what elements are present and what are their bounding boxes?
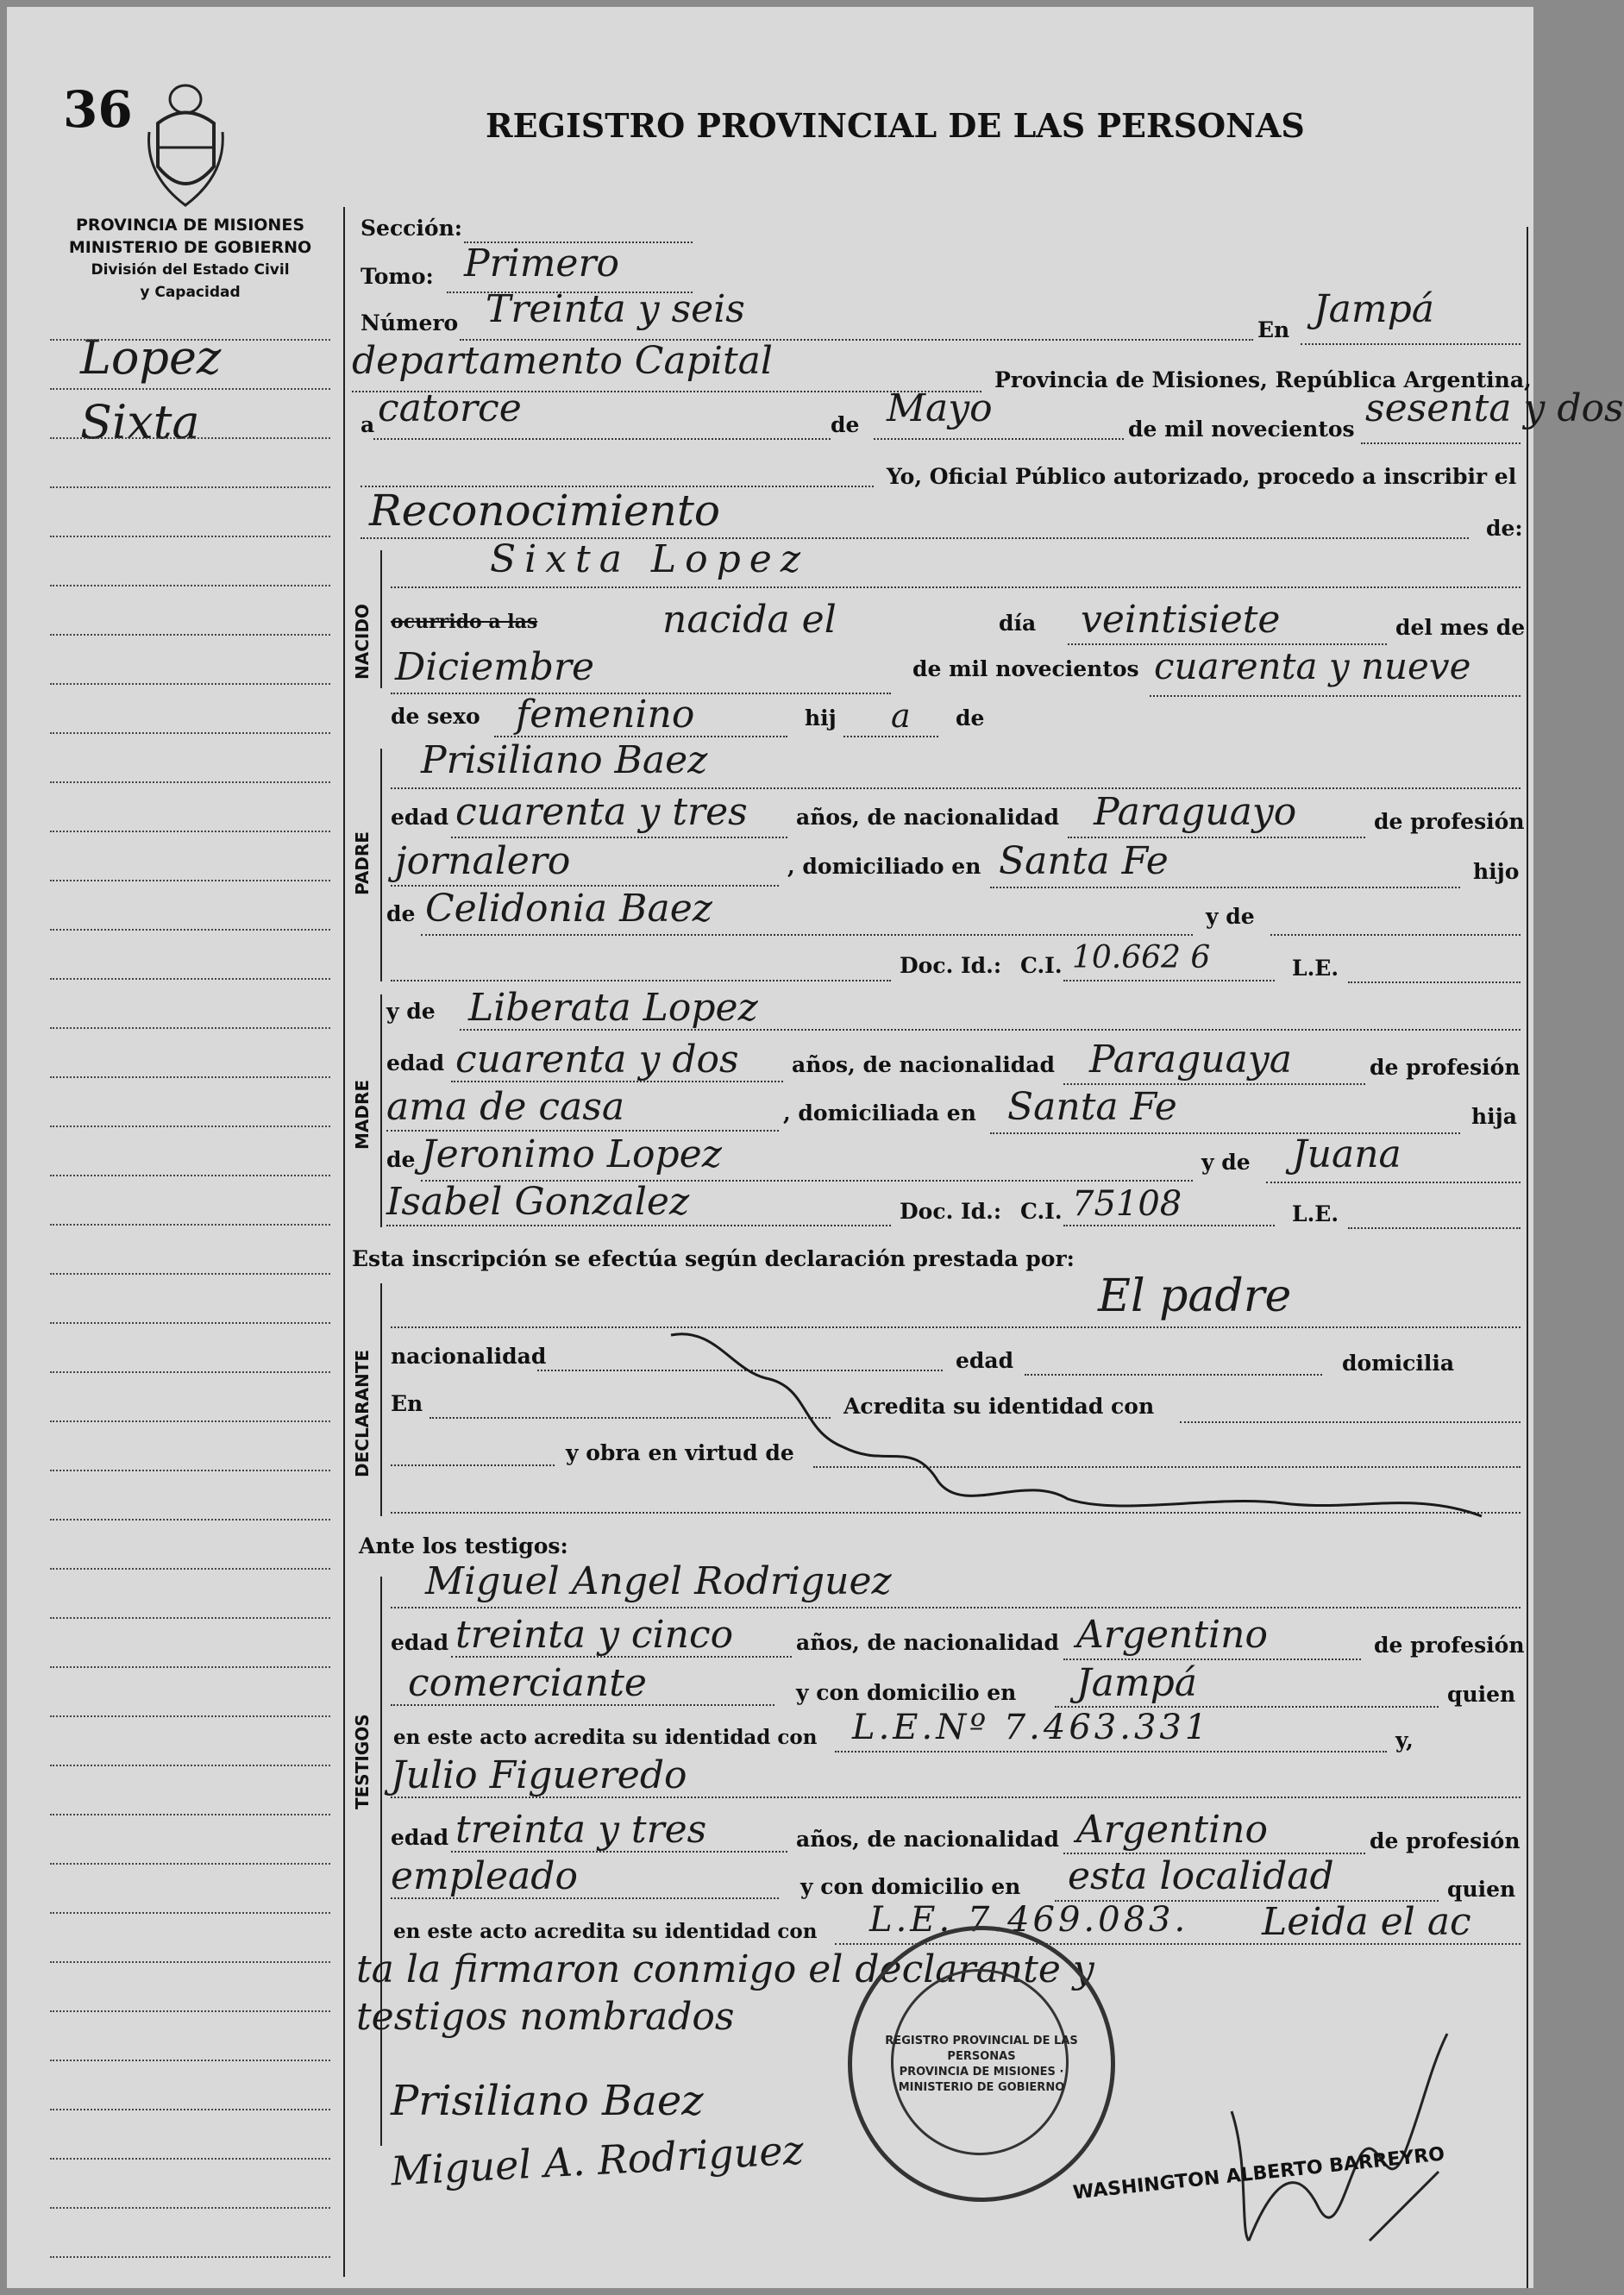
value-testigo1-edad: treinta y cinco	[455, 1613, 734, 1657]
line-mes-inscripcion	[874, 438, 1124, 440]
value-lugar: Jampá	[1314, 287, 1434, 331]
label-ante-testigos: Ante los testigos:	[359, 1533, 568, 1558]
value-dia-nacimiento: veintisiete	[1081, 598, 1281, 642]
line-padre-nombre	[391, 787, 1521, 789]
margin-ruled-line	[50, 1322, 330, 1324]
margin-ruled-line	[50, 2158, 330, 2160]
value-nombre: Sixta Lopez	[490, 537, 810, 581]
label-decl-nacionalidad: nacionalidad	[391, 1344, 547, 1369]
seal-inner-text: PROVINCIA DE MISIONES · MINISTERIO DE GOBIERNO	[898, 2066, 1065, 2094]
margin-ruled-line	[50, 1224, 330, 1226]
label-de-colon: de:	[1486, 516, 1523, 541]
margin-ruled-line	[50, 2010, 330, 2012]
section-declarante: DECLARANTE	[352, 1349, 373, 1477]
value-madre-domicilio: Santa Fe	[1007, 1085, 1177, 1129]
official-signature-icon	[1214, 1982, 1473, 2249]
label-a: a	[361, 412, 375, 437]
value-madre-nacionalidad: Paraguaya	[1089, 1038, 1292, 1082]
label-padre-profesion: de profesión	[1374, 809, 1525, 834]
margin-ruled-line	[50, 1126, 330, 1127]
label-mil-novecientos: de mil novecientos	[1128, 417, 1355, 442]
label-madre-ci: C.I.	[1020, 1199, 1063, 1224]
line-madre-le	[1348, 1227, 1521, 1229]
margin-ruled-line	[50, 1666, 330, 1668]
margin-ruled-line	[50, 1175, 330, 1176]
label-madre-y-de: y de	[386, 999, 436, 1024]
label-mil-novecientos-2: de mil novecientos	[912, 656, 1139, 681]
line-testigo2-nombre	[391, 1796, 1521, 1798]
page-title: REGISTRO PROVINCIAL DE LAS PERSONAS	[486, 106, 1305, 145]
line-madre-madre-1	[1266, 1182, 1521, 1183]
frame-right-line	[1527, 227, 1528, 2288]
margin-ruled-line	[50, 978, 330, 980]
label-testigo2-domicilio: y con domicilio en	[800, 1874, 1021, 1899]
label-ocurrido: ocurrido a las	[391, 611, 538, 633]
label-tomo: Tomo:	[361, 264, 434, 289]
label-esta-inscripcion: Esta inscripción se efectúa según declaración prestada por:	[352, 1246, 1075, 1271]
margin-ruled-line	[50, 2060, 330, 2061]
value-testigo1-nacionalidad: Argentino	[1076, 1613, 1268, 1657]
line-padre-padre	[1270, 934, 1521, 936]
margin-ruled-line	[50, 1814, 330, 1815]
line-hij	[843, 736, 938, 737]
value-testigo1-nombre: Miguel Angel Rodriguez	[425, 1559, 892, 1603]
line-padre-domicilio	[990, 887, 1460, 888]
value-madre-nombre: Liberata Lopez	[468, 986, 758, 1030]
line-lugar	[1301, 343, 1521, 345]
margin-ruled-line	[50, 683, 330, 685]
label-testigo2-acredita: en este acto acredita su identidad con	[393, 1920, 818, 1943]
issuer-province: PROVINCIA DE MISIONES	[75, 216, 305, 235]
line-testigo1-profesion	[391, 1704, 774, 1706]
issuer-ministry: MINISTERIO DE GOBIERNO	[68, 238, 312, 257]
seal-ring-text: REGISTRO PROVINCIAL DE LAS PERSONAS	[885, 2035, 1078, 2063]
label-testigo1-domicilio: y con domicilio en	[796, 1680, 1017, 1705]
margin-ruled-line	[50, 339, 330, 341]
line-padre-le	[1348, 981, 1521, 983]
margin-ruled-line	[50, 1715, 330, 1717]
margin-ruled-line	[50, 1420, 330, 1422]
label-padre-de: de	[386, 901, 416, 926]
margin-ruled-line	[50, 1863, 330, 1865]
label-testigo2-nacionalidad: años, de nacionalidad	[796, 1827, 1059, 1852]
label-hijo: hijo	[1473, 859, 1520, 884]
value-testigo2-profesion: empleado	[391, 1854, 578, 1898]
line-padre-edad	[451, 837, 787, 838]
line-padre-ci	[1063, 980, 1275, 981]
issuer-division: División del Estado Civil	[91, 261, 290, 279]
margin-ruled-line	[50, 781, 330, 783]
margin-ruled-line	[50, 1912, 330, 1914]
value-testigo2-doc: L.E. 7.469.083.	[869, 1900, 1189, 1940]
line-sexo	[494, 736, 787, 737]
value-numero: Treinta y seis	[486, 287, 745, 331]
signature-prisiliano: Prisiliano Baez	[391, 2077, 704, 2125]
value-padre-ci: 10.662 6	[1072, 940, 1211, 975]
margin-surname: Lopez	[80, 330, 222, 385]
issuer-block	[41, 214, 339, 304]
value-padre-nacionalidad: Paraguayo	[1094, 790, 1297, 834]
margin-ruled-line	[50, 1470, 330, 1471]
value-testigo2-domicilio: esta localidad	[1068, 1854, 1334, 1898]
value-padre-edad: cuarenta y tres	[455, 790, 748, 834]
label-domiciliado: , domiciliado en	[787, 854, 981, 879]
value-sexo: femenino	[516, 693, 695, 737]
label-madre-nacionalidad: años, de nacionalidad	[792, 1052, 1055, 1077]
line-anio-nacimiento	[1150, 695, 1521, 697]
coat-of-arms-icon	[145, 80, 227, 210]
line-padre-madre	[421, 934, 1193, 936]
line-testigo2-profesion	[391, 1897, 779, 1899]
label-decl-obra: y obra en virtud de	[566, 1440, 794, 1465]
page-number: 36	[63, 80, 133, 139]
signature-stamp: WASHINGTON ALBERTO BARREYRO	[1071, 2143, 1446, 2204]
line-madre-profesion	[386, 1130, 779, 1132]
label-testigo1-y: y,	[1395, 1728, 1414, 1753]
label-decl-domicilia: domicilia	[1342, 1351, 1455, 1376]
margin-ruled-line	[50, 1961, 330, 1963]
value-tomo: Primero	[464, 241, 619, 285]
value-dia-inscripcion: catorce	[378, 386, 522, 430]
margin-ruled-line	[50, 1617, 330, 1619]
bracket-nacido	[380, 550, 382, 688]
frame-left-line	[343, 207, 345, 2277]
cancellation-stroke	[662, 1318, 1490, 1525]
value-cierre-1: Leida el ac	[1262, 1900, 1471, 1944]
margin-ruled-line	[50, 732, 330, 734]
label-testigo1-profesion: de profesión	[1374, 1633, 1525, 1658]
section-testigos: TESTIGOS	[352, 1714, 373, 1809]
margin-ruled-line	[50, 536, 330, 537]
line-madre-nombre	[460, 1029, 1521, 1031]
label-del-mes: del mes de	[1395, 615, 1526, 640]
issuer-capacity: y Capacidad	[140, 284, 241, 301]
line-testigo2-edad	[451, 1851, 787, 1853]
label-seccion: Sección:	[361, 216, 462, 241]
bracket-padre	[380, 749, 382, 981]
label-padre-y-de: y de	[1206, 904, 1255, 929]
line-decl-obra-pre	[391, 1464, 555, 1466]
label-decl-edad: edad	[956, 1348, 1014, 1373]
value-madre-ci: 75108	[1072, 1184, 1182, 1224]
line-padre-abuelo	[391, 980, 891, 981]
label-padre-edad: edad	[391, 805, 449, 830]
value-madre-profesion: ama de casa	[386, 1085, 625, 1129]
official-seal	[848, 1926, 1115, 2202]
bracket-madre	[380, 994, 382, 1227]
line-padre-nacionalidad	[1068, 837, 1365, 838]
value-madre-padre: Jeronimo Lopez	[421, 1132, 722, 1176]
label-domiciliada: , domiciliada en	[783, 1100, 976, 1126]
value-madre-edad: cuarenta y dos	[455, 1038, 739, 1082]
value-testigo1-doc: L.E.Nº 7.463.331	[852, 1708, 1211, 1747]
value-cierre-2: ta la firmaron conmigo el declarante y	[356, 1947, 1094, 1991]
line-nombre	[391, 586, 1521, 588]
line-dia-inscripcion	[373, 438, 831, 440]
margin-ruled-line	[50, 880, 330, 881]
section-padre: PADRE	[352, 831, 373, 895]
label-testigo1-edad: edad	[391, 1630, 449, 1655]
label-dia: día	[999, 611, 1037, 636]
margin-ruled-line	[50, 388, 330, 390]
label-testigo2-edad: edad	[391, 1825, 449, 1850]
label-testigo2-profesion: de profesión	[1370, 1828, 1521, 1853]
margin-ruled-line	[50, 585, 330, 586]
label-testigo2-quien: quien	[1447, 1877, 1516, 1902]
label-padre-nacionalidad: años, de nacionalidad	[796, 805, 1059, 830]
margin-ruled-line	[50, 1519, 330, 1521]
value-testigo2-edad: treinta y tres	[455, 1808, 707, 1852]
label-de-mes: de	[831, 412, 860, 437]
value-testigo2-nacionalidad: Argentino	[1076, 1808, 1268, 1852]
value-departamento: departamento Capital	[352, 339, 773, 383]
line-testigo1-nacionalidad	[1063, 1659, 1361, 1660]
margin-ruled-line	[50, 2256, 330, 2258]
value-mes-nacimiento: Diciembre	[395, 645, 595, 689]
label-madre-y-de2: y de	[1201, 1150, 1251, 1175]
margin-ruled-line	[50, 1076, 330, 1078]
label-de-padre: de	[956, 705, 985, 731]
margin-ruled-line	[50, 1765, 330, 1766]
value-padre-madre: Celidonia Baez	[425, 887, 712, 931]
value-testigo2-nombre: Julio Figueredo	[391, 1753, 687, 1797]
value-declarante: El padre	[1098, 1270, 1292, 1322]
margin-ruled-line	[50, 1273, 330, 1275]
value-anio-nacimiento: cuarenta y nueve	[1154, 645, 1471, 687]
label-madre-profesion: de profesión	[1370, 1055, 1521, 1080]
value-testigo1-profesion: comerciante	[408, 1661, 647, 1705]
label-hij: hij	[805, 705, 837, 731]
line-madre-edad	[451, 1081, 783, 1082]
value-padre-profesion: jornalero	[395, 839, 571, 883]
value-hij-suffix: a	[891, 697, 911, 735]
line-testigo1-edad	[451, 1656, 792, 1658]
margin-ruled-line	[50, 2207, 330, 2209]
label-numero: Número	[361, 310, 459, 335]
value-madre-madre-2: Isabel Gonzalez	[386, 1180, 690, 1224]
margin-ruled-line	[50, 1568, 330, 1570]
label-en: En	[1257, 317, 1290, 342]
signature-miguel: Miguel A. Rodriguez	[389, 2126, 806, 2195]
value-padre-nombre: Prisiliano Baez	[421, 738, 708, 782]
margin-ruled-line	[50, 437, 330, 439]
line-madre-ci	[1063, 1225, 1275, 1226]
margin-ruled-line	[50, 634, 330, 636]
value-anio-inscripcion: sesenta y dos	[1365, 386, 1624, 430]
label-yo-oficial: Yo, Oficial Público autorizado, procedo a inscribir el	[887, 464, 1517, 489]
bracket-declarante	[380, 1283, 382, 1516]
margin-ruled-line	[50, 486, 330, 488]
label-padre-doc: Doc. Id.:	[900, 953, 1002, 978]
section-nacido: NACIDO	[352, 604, 373, 680]
value-padre-domicilio: Santa Fe	[999, 839, 1169, 883]
line-anio-inscripcion	[1361, 442, 1521, 444]
label-padre-ci: C.I.	[1020, 953, 1063, 978]
value-testigo1-domicilio: Jampá	[1076, 1661, 1197, 1705]
bracket-testigos	[380, 1577, 382, 2146]
margin-ruled-line	[50, 2109, 330, 2110]
label-testigo1-nacionalidad: años, de nacionalidad	[796, 1630, 1059, 1655]
label-madre-le: L.E.	[1292, 1201, 1339, 1226]
label-sexo: de sexo	[391, 704, 480, 729]
margin-ruled-line	[50, 929, 330, 931]
label-padre-le: L.E.	[1292, 956, 1339, 981]
value-acto: Reconocimiento	[369, 486, 721, 536]
label-madre-doc: Doc. Id.:	[900, 1199, 1002, 1224]
label-madre-de: de	[386, 1147, 416, 1172]
line-madre-madre-2	[386, 1225, 891, 1226]
margin-ruled-line	[50, 831, 330, 832]
label-decl-en: En	[391, 1391, 423, 1416]
value-cierre-3: testigos nombrados	[356, 1995, 735, 2039]
label-testigo1-acredita: en este acto acredita su identidad con	[393, 1726, 818, 1749]
seal-text	[865, 2034, 1098, 2096]
value-mes-inscripcion: Mayo	[887, 386, 993, 430]
line-testigo1-doc	[835, 1751, 1387, 1753]
margin-ruled-line	[50, 1371, 330, 1373]
label-provincia: Provincia de Misiones, República Argentina,	[994, 367, 1532, 392]
margin-ruled-line	[50, 1027, 330, 1029]
label-madre-edad: edad	[386, 1050, 445, 1075]
label-hija: hija	[1471, 1104, 1517, 1129]
value-madre-madre-1: Juana	[1292, 1132, 1401, 1176]
label-decl-acredita: Acredita su identidad con	[843, 1394, 1155, 1419]
civil-registry-page	[7, 7, 1624, 2288]
label-testigo1-quien: quien	[1447, 1682, 1516, 1707]
value-nacida: nacida el	[662, 598, 837, 642]
margin-name: Sixta	[80, 395, 200, 449]
line-testigo1-nombre	[391, 1607, 1521, 1608]
section-madre: MADRE	[352, 1079, 373, 1150]
